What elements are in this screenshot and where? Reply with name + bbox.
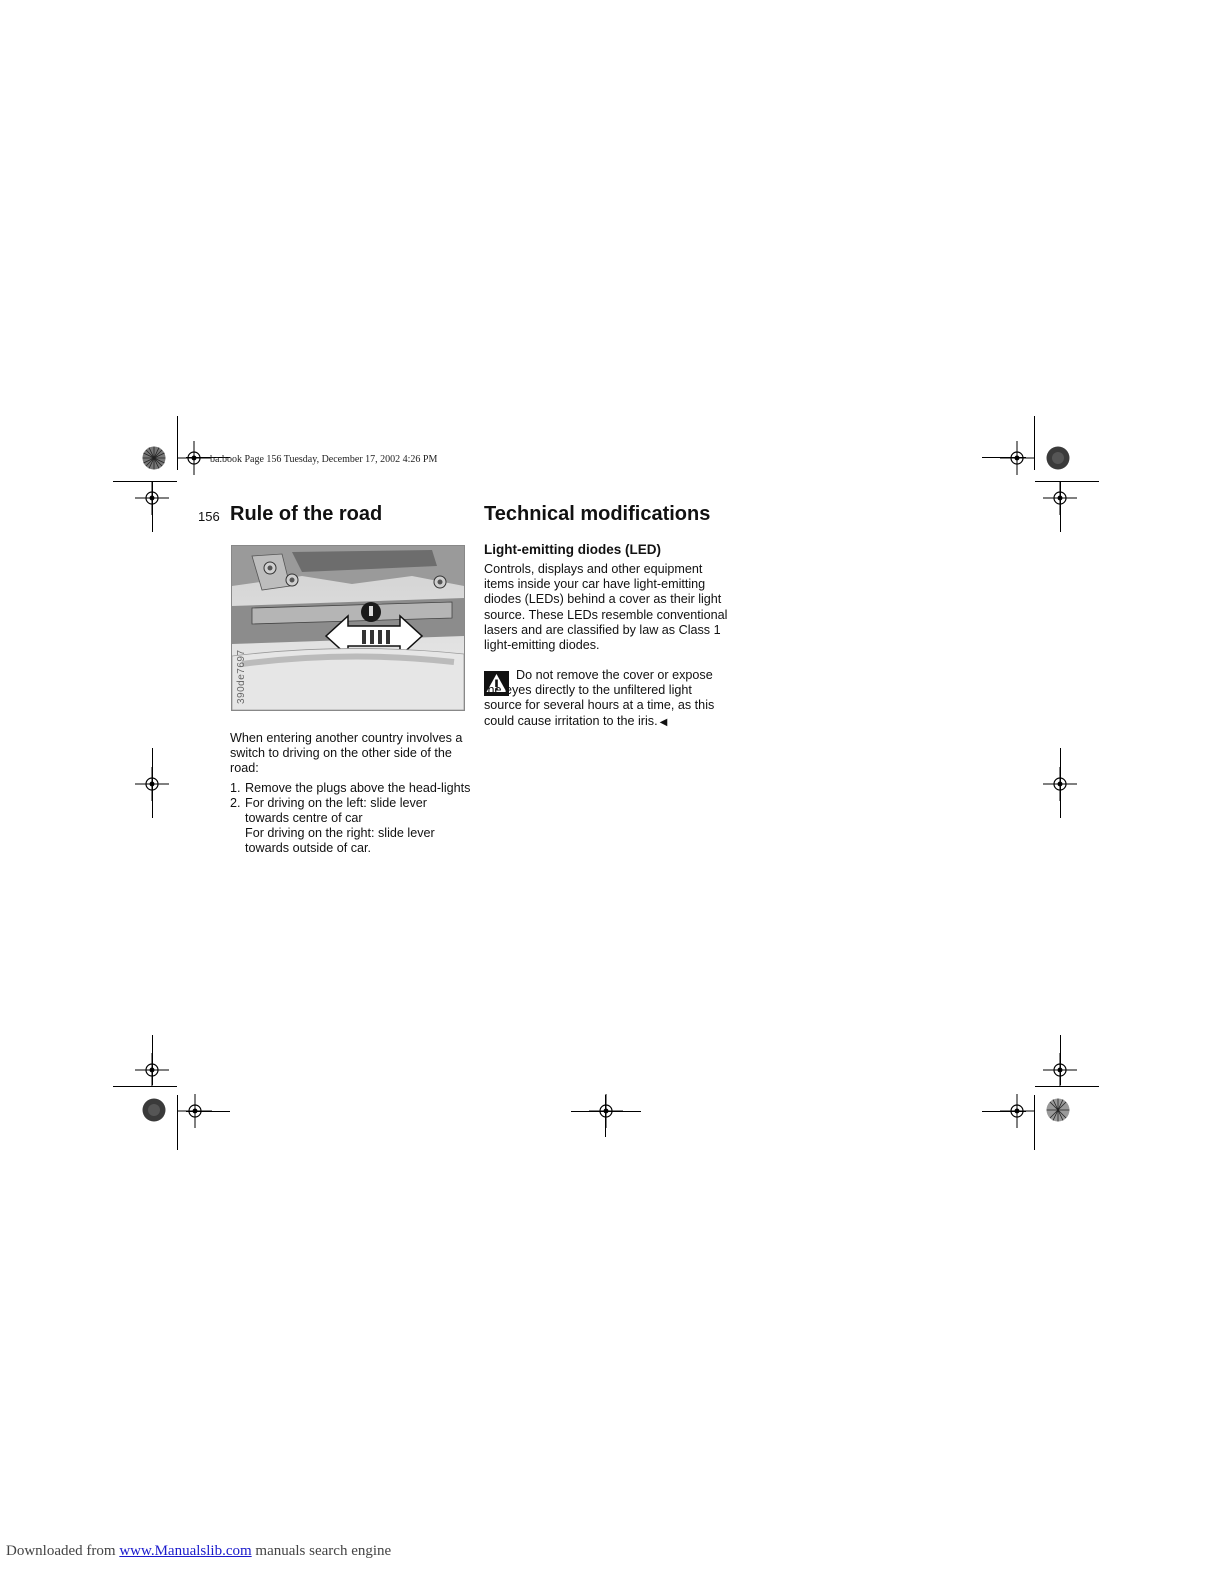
steps-list [230,781,474,857]
intro-paragraph: When entering another country involves a switch to driving on the other side of the road: [230,731,463,776]
right-page-title: Technical modifications [484,503,711,525]
headlight-adjustment-figure [231,545,465,711]
list-item [230,781,474,796]
warning-text [484,668,728,730]
led-paragraph: Controls, displays and other equipment items inside your car have light-emitting diodes (LEDs) behind a cover as their light source. These LEDs resemble conventional lasers and are classified by law as Class 1 light-emitting diodes. [484,562,728,653]
manualslib-link[interactable]: www.Manualslib.com [119,1543,252,1559]
figure-code: 390de7697 [236,649,247,704]
registration-mark-icon [135,767,169,801]
rosette-mark-icon [1046,446,1070,470]
rosette-mark-icon [142,446,166,470]
step-number: 2. [230,795,241,810]
step-number: 1. [230,780,241,795]
end-mark-icon: ◀ [659,716,668,728]
registration-mark-icon [135,481,169,515]
step-text: Remove the plugs above the head-lights [245,780,471,795]
footer-suffix: manuals search engine [251,1543,392,1559]
step-extra-text: For driving on the right: slide lever towards outside of car. [245,826,435,856]
rosette-mark-icon [1046,1098,1070,1122]
footer-prefix: Downloaded from [6,1543,120,1559]
list-item [230,796,474,857]
led-subheading: Light-emitting diodes (LED) [484,542,661,557]
registration-mark-icon [1043,767,1077,801]
rosette-mark-icon [142,1098,166,1122]
warning-body: Do not remove the cover or expose the eyes directly to the unfiltered light source for several hours at a time, as this could cause irritation to the iris. [484,668,715,728]
page-number: 156 [198,509,220,524]
registration-mark-icon [177,441,211,475]
left-page-title: Rule of the road [230,503,383,525]
registration-mark-icon [1000,441,1034,475]
registration-mark-icon [135,1053,169,1087]
registration-mark-icon [1043,1053,1077,1087]
headlight-illustration [232,546,464,710]
step-text: For driving on the left: slide lever towards centre of car [245,795,427,826]
print-header: ba.book Page 156 Tuesday, December 17, 2002 4:26 PM [210,454,438,465]
download-footer [6,1543,391,1560]
registration-mark-icon [1043,481,1077,515]
left-column [230,731,474,857]
